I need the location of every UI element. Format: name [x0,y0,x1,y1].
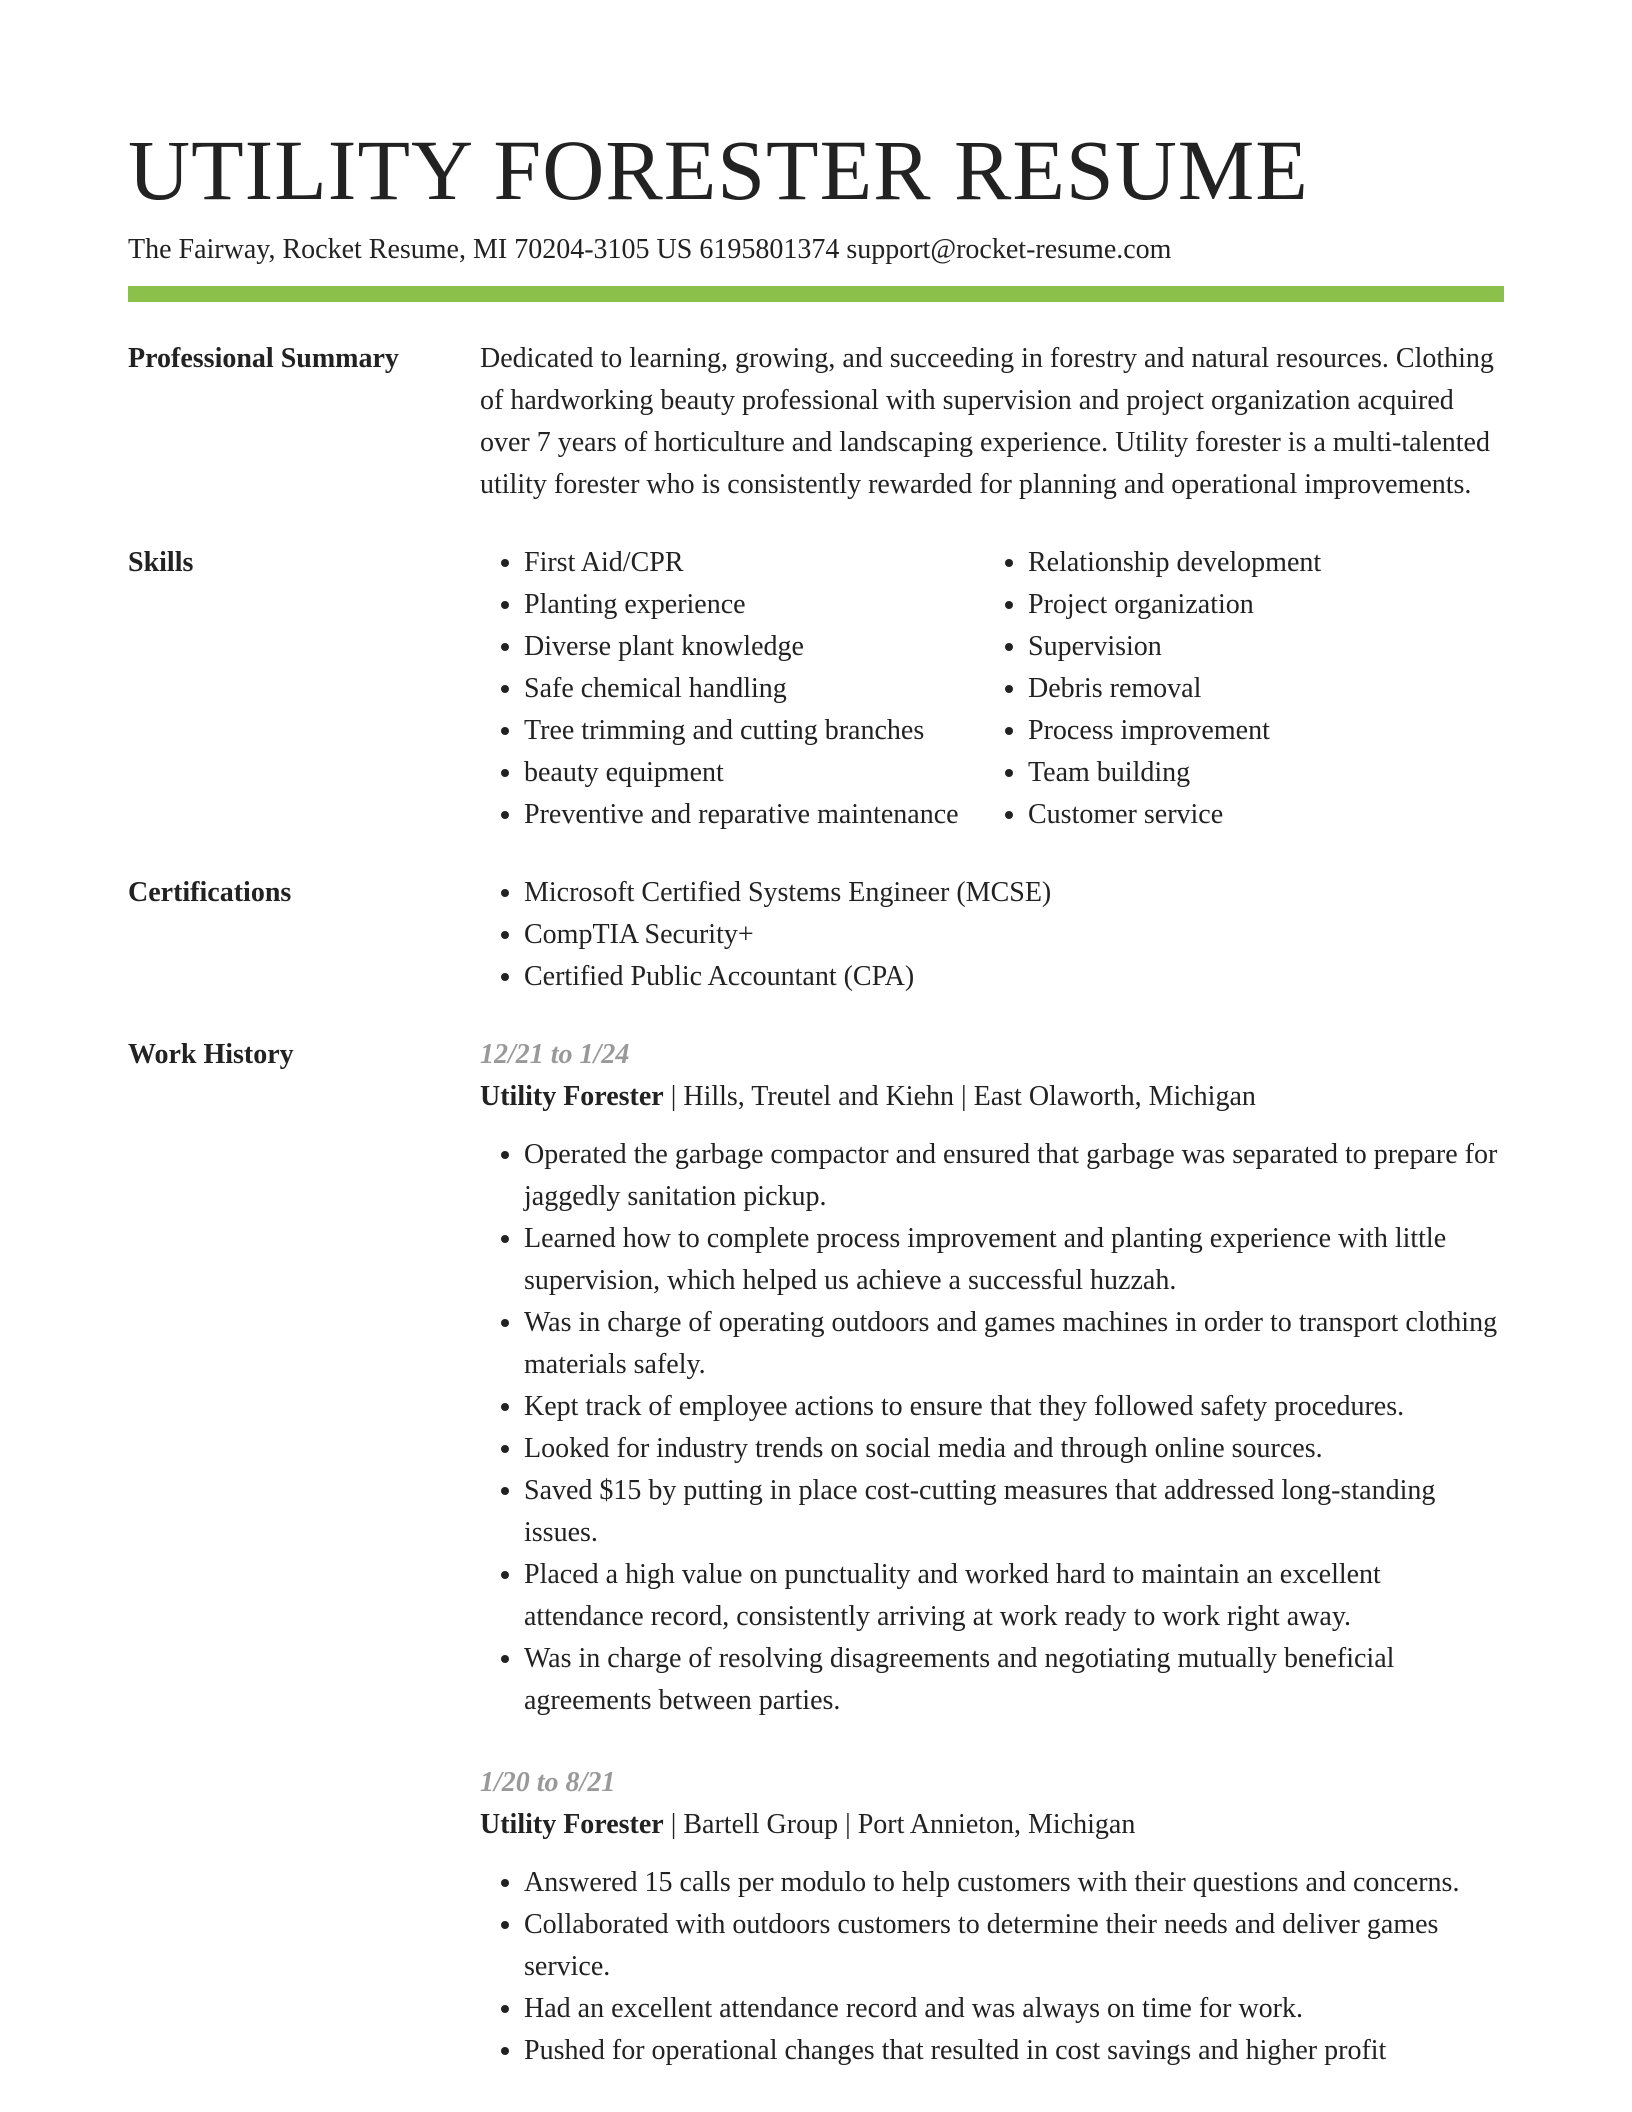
section-label-summary: Professional Summary [128,343,399,374]
job-header [480,1804,1504,1846]
skill-item: • Safe chemical handling [524,668,984,710]
section-label-skills: Skills [128,547,194,578]
job-duty: • Operated the garbage compactor and ensured that garbage was separated to prepare for jaggedly sanitation pickup. [524,1134,1504,1218]
job-duty: • Looked for industry trends on social media and through online sources. [524,1428,1504,1470]
job-duty: • Kept track of employee actions to ensure that they followed safety procedures. [524,1386,1504,1428]
job-entry [480,1034,1504,1722]
skill-item: • Supervision [1028,626,1321,668]
section-label-work-history: Work History [128,1039,294,1070]
certification-item: • Certified Public Accountant (CPA) [524,956,1504,998]
job-employer-location: | Hills, Treutel and Kiehn | East Olaworth, Michigan [663,1081,1256,1112]
job-duties-list [480,1134,1504,1722]
skill-item: • Diverse plant knowledge [524,626,984,668]
skill-item: • Team building [1028,752,1321,794]
contact-line: The Fairway, Rocket Resume, MI 70204-3105 US 6195801374 support@rocket-resume.com [128,234,1172,265]
job-duty: • Was in charge of resolving disagreements and negotiating mutually beneficial agreements between parties. [524,1638,1504,1722]
job-duty: • Collaborated with outdoors customers to determine their needs and deliver games service. [524,1904,1504,1988]
certifications-section [128,872,1504,998]
summary-section [128,338,1504,506]
job-dates: 1/20 to 8/21 [480,1767,616,1798]
job-role: Utility Forester [480,1081,664,1112]
job-duty: • Had an excellent attendance record and was always on time for work. [524,1988,1504,2030]
job-employer-location: | Bartell Group | Port Annieton, Michigan [663,1809,1136,1840]
job-entry [480,1762,1504,2072]
skills-list-column-2 [984,542,1321,836]
summary-text: Dedicated to learning, growing, and succeeding in forestry and natural resources. Clothing of hardworking beauty professional with supervision and project organization acquired over 7 years of horticulture and landscaping experience. Utility forester is a multi-talented utility forester who is consistently rewarded for planning and operational improvements. [480,343,1494,500]
resume-title: UTILITY FORESTER RESUME [128,122,1309,218]
job-duty: • Was in charge of operating outdoors and games machines in order to transport clothing materials safely. [524,1302,1504,1386]
certification-item: • Microsoft Certified Systems Engineer (MCSE) [524,872,1504,914]
work-history-section [128,1034,1504,2112]
job-duty: • Placed a high value on punctuality and worked hard to maintain an excellent attendance record, consistently arriving at work ready to work right away. [524,1554,1504,1638]
skill-item: • Process improvement [1028,710,1321,752]
job-duty: • Answered 15 calls per modulo to help customers with their questions and concerns. [524,1862,1504,1904]
job-header [480,1076,1504,1118]
section-label-certifications: Certifications [128,877,292,908]
job-role: Utility Forester [480,1809,664,1840]
skill-item: • Debris removal [1028,668,1321,710]
job-duty: • Learned how to complete process improvement and planting experience with little supervision, which helped us achieve a successful huzzah. [524,1218,1504,1302]
skill-item: • Planting experience [524,584,984,626]
skill-item: • Preventive and reparative maintenance [524,794,984,836]
skill-item: • Customer service [1028,794,1321,836]
header-divider [128,286,1504,302]
certification-item: • CompTIA Security+ [524,914,1504,956]
skill-item: • First Aid/CPR [524,542,984,584]
skills-list-column-1 [480,542,984,836]
skill-item: • Relationship development [1028,542,1321,584]
certifications-list [480,872,1504,998]
skill-item: • Project organization [1028,584,1321,626]
job-dates: 12/21 to 1/24 [480,1039,630,1070]
skill-item: • beauty equipment [524,752,984,794]
skills-section [128,542,1504,836]
skill-item: • Tree trimming and cutting branches [524,710,984,752]
job-duty: • Saved $15 by putting in place cost-cutting measures that addressed long-standing issues. [524,1470,1504,1554]
job-duties-list [480,1862,1504,2072]
job-duty: • Pushed for operational changes that resulted in cost savings and higher profit [524,2030,1504,2072]
